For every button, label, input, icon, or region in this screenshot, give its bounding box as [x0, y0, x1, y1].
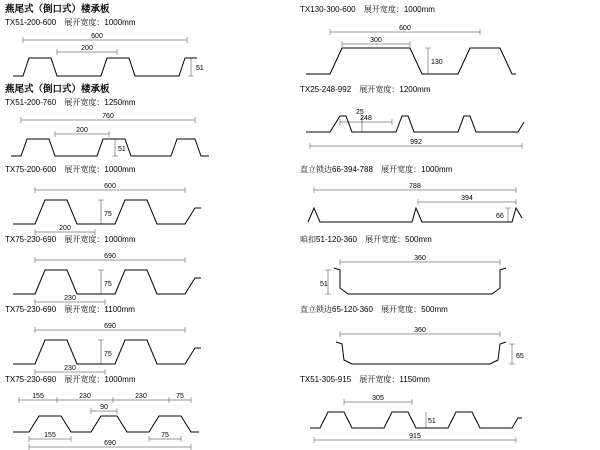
panel-width: 展开宽度：1150mm [359, 375, 430, 384]
panel-tx75-230-690-c [5, 374, 295, 450]
dim-600: 600 [104, 183, 116, 190]
figure-clip-51-120-360 [300, 248, 530, 306]
dim-305: 305 [372, 395, 384, 402]
panel-code: 直立锁边66-394-788 [300, 165, 373, 174]
panel-code: TX51-200-760 [5, 98, 57, 107]
dim-75-bottom: 75 [161, 432, 169, 439]
panel-width: 展开宽度：1250mm [64, 98, 136, 107]
dim-230-top-1: 230 [79, 393, 91, 400]
dim-130: 130 [431, 59, 443, 66]
dim-155-top: 155 [32, 393, 44, 400]
panel-tx75-230-690-a [5, 234, 295, 309]
panel-lock-66-394-788 [300, 164, 590, 239]
left-column [5, 0, 295, 450]
dim-200: 200 [59, 225, 71, 232]
panel-tx51-200-760 [5, 84, 295, 164]
dim-65: 65 [516, 353, 524, 360]
right-column [300, 0, 590, 450]
panel-width: 展开宽度：1100mm [64, 305, 135, 314]
figure-lock-65-120-360 [300, 318, 530, 376]
panel-tx51-200-600 [5, 4, 295, 84]
panel-width: 展开宽度：1200mm [359, 85, 431, 94]
dim-230: 230 [64, 365, 76, 372]
dim-51: 51 [320, 281, 328, 288]
panel-width: 展开宽度：500mm [381, 305, 448, 314]
dim-690: 690 [104, 323, 116, 330]
dim-300: 300 [370, 37, 382, 44]
panel-tx75-200-600 [5, 164, 295, 239]
panel-width: 展开宽度：1000mm [64, 375, 136, 384]
dim-600: 600 [399, 25, 411, 32]
dim-155-bottom: 155 [44, 432, 56, 439]
dim-200: 200 [81, 45, 93, 52]
figure-lock-66-394-788 [300, 178, 530, 236]
panel-tx130-300-600 [300, 4, 590, 84]
panel-width: 展开宽度：1000mm [64, 235, 136, 244]
dim-75-top: 75 [176, 393, 184, 400]
panel-code: TX75-230-690 [5, 375, 57, 384]
panel-width: 展开宽度：500mm [365, 235, 432, 244]
panel-heading: 燕尾式（倒口式）楼承板 [5, 4, 110, 15]
dim-200: 200 [76, 127, 88, 134]
dim-51: 51 [118, 146, 126, 153]
panel-code: TX51-305-915 [300, 375, 352, 384]
panel-width: 展开宽度：1000mm [381, 165, 453, 174]
dim-230: 230 [64, 295, 76, 302]
panel-lock-65-120-360 [300, 304, 590, 379]
panel-code: TX25-248-992 [300, 85, 352, 94]
panel-width: 展开宽度：1000mm [64, 165, 136, 174]
panel-code: 咱扣51-120-360 [300, 235, 357, 244]
dim-992: 992 [410, 139, 422, 146]
dim-760: 760 [102, 113, 114, 120]
figure-tx75-200-600 [5, 178, 205, 236]
dim-360: 360 [414, 327, 426, 334]
dim-690: 690 [104, 253, 116, 260]
dim-66: 66 [496, 213, 504, 220]
panel-heading: 燕尾式（倒口式）楼承板 [5, 84, 110, 95]
panel-width: 展开宽度：1000mm [64, 18, 136, 27]
dim-600: 600 [91, 33, 103, 40]
dim-360: 360 [414, 255, 426, 262]
dim-51: 51 [196, 65, 204, 72]
panel-tx51-305-915 [300, 374, 590, 450]
panel-code: TX75-200-600 [5, 165, 57, 174]
panel-width: 展开宽度：1000mm [363, 5, 435, 14]
figure-tx51-200-760 [5, 110, 215, 165]
figure-tx51-200-600 [5, 30, 205, 85]
panel-tx25-248-992 [300, 84, 590, 164]
panel-clip-51-120-360 [300, 234, 590, 309]
dim-25: 25 [356, 109, 364, 116]
dim-75: 75 [104, 211, 112, 218]
panel-code: TX75-230-690 [5, 305, 57, 314]
figure-tx75-230-690-a [5, 248, 205, 306]
dim-75: 75 [104, 281, 112, 288]
dim-915: 915 [409, 433, 421, 440]
panel-code: TX75-230-690 [5, 235, 57, 244]
dim-394: 394 [461, 195, 473, 202]
figure-tx130-300-600 [300, 20, 520, 86]
panel-code: 直立锁边65-120-360 [300, 305, 373, 314]
figure-tx51-305-915 [300, 388, 530, 448]
panel-code: TX51-200-600 [5, 18, 57, 27]
dim-51: 51 [428, 418, 436, 425]
dim-75: 75 [104, 351, 112, 358]
panel-code: TX130-300-600 [300, 5, 356, 14]
dim-248: 248 [360, 115, 372, 122]
figure-tx75-230-690-c [5, 388, 205, 450]
figure-tx75-230-690-b [5, 318, 205, 376]
dim-230-top-2: 230 [135, 393, 147, 400]
dim-788: 788 [409, 183, 421, 190]
dim-690-overall: 690 [104, 440, 116, 447]
panel-tx75-230-690-b [5, 304, 295, 379]
figure-tx25-248-992 [300, 102, 530, 162]
dim-90: 90 [100, 404, 108, 411]
